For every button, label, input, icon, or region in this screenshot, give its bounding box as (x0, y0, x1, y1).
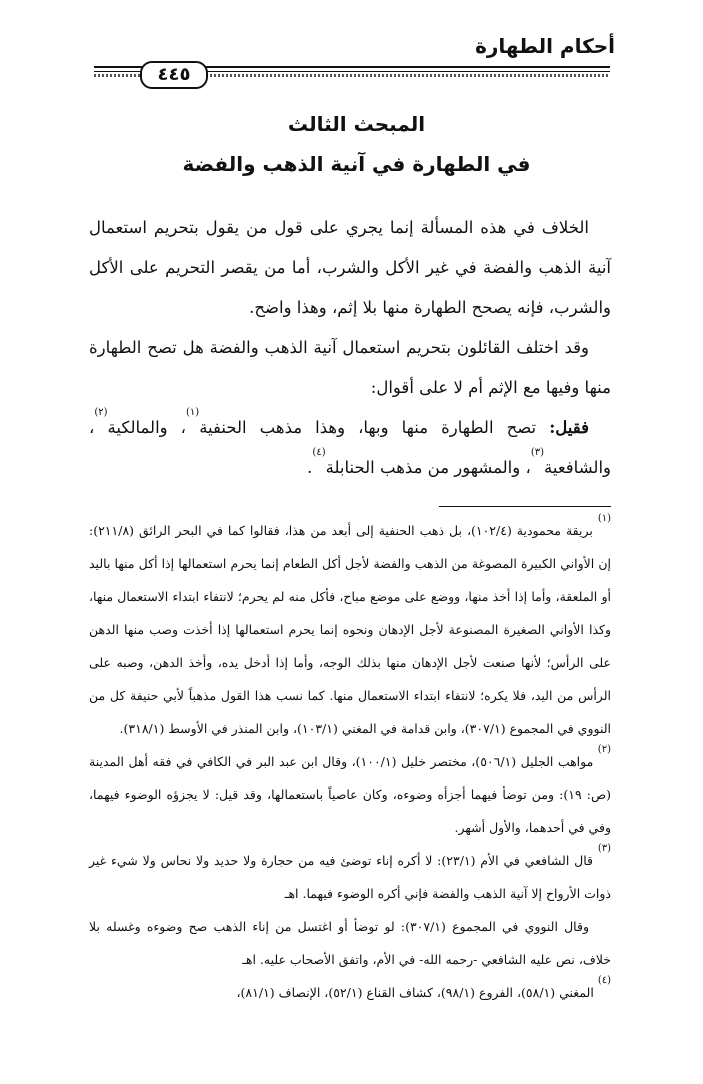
paragraph-2: وقد اختلف القائلون بتحريم استعمال آنية الذهب والفضة هل تصح الطهارة منها وفيها مع الإثم أم لا على أقوال: (89, 338, 611, 397)
running-title: أحكام الطهارة (475, 34, 615, 58)
footnote-4-text: المغني (٥٨/١)، الفروع (٩٨/١)، كشاف القناع (٥٢/١)، الإنصاف (٨١/١)، (236, 985, 598, 1000)
footnote-ref-1[interactable]: (١) (186, 407, 200, 418)
footnote-1-text: بريقة محمودية (١٠٢/٤)، بل ذهب الحنفية إلى أبعد من هذا، فقالوا كما في البحر الرائق (٢١١/٨): إن الأواني الكبيرة المصوغة من الذهب والفضة لأجل أكل الطعام إنما يحرم استعمالها إذا أكل منها باليد أو الملعقة، وأما إذا أخذ منها، ووضع على موضع مباح، فأكل منه لم يحرم؛ لانتفاء ابتداء الاستعمال منها، وكذا الأواني الصغيرة المصنوعة لأجل الإدهان ونحوه إنما يحرم استعمالها إذا أخذت وصب منها الدهن على الرأس؛ لأنها صنعت لأجل الإدهان منها بذلك الوجه، وأما إذا أدخل يده، وأخذ الدهن، وصبه على الرأس من اليد، فلا يكره؛ لانتفاء ابتداء الاستعمال منها. كما نسب هذا القول مذهباً لأبي حنيفة كل من النووي في المجموع (٣٠٧/١)، وابن قدامة في المغني (١٠٣/١)، وابن المنذر في الأوسط (٣١٨/١). (89, 523, 611, 736)
page-number: ٤٤٥ (140, 61, 208, 89)
paragraph-3 (89, 408, 611, 488)
footnote-ref-4[interactable]: (٤) (312, 447, 326, 458)
paragraph-3-lead: فقيل: (549, 418, 590, 437)
footnote-3-mark: (٣) (597, 843, 611, 854)
footnotes (89, 514, 611, 1009)
footnote-2 (89, 745, 611, 844)
footnote-2-mark: (٢) (597, 744, 611, 755)
footnote-4-mark: (٤) (597, 975, 611, 986)
footnote-3-text: قال الشافعي في الأم (٢٣/١): لا أكره إناء توضئ فيه من حجارة ولا حديد ولا نحاس ولا شيء غير ذوات الأرواح إلا آنية الذهب والفضة فإني أكره الوضوء فيهما. اهـ (89, 853, 611, 901)
paragraph-1: الخلاف في هذه المسألة إنما يجري على قول من يقول بتحريم استعمال آنية الذهب والفضة في غير الأكل والشرب، أما من يقصر التحريم على الأكل والشرب، فإنه يصحح الطهارة منها بلا إثم، وهذا واضح. (89, 218, 611, 317)
paragraph-3-text-e: . (307, 458, 313, 477)
paragraph-3-text-c: ، والشافعية (89, 418, 611, 477)
footnote-4 (89, 976, 611, 1009)
section-subheading: في الطهارة في آنية الذهب والفضة (182, 152, 531, 176)
footnote-3 (89, 844, 611, 910)
main-text (89, 208, 611, 488)
paragraph-3-text-d: ، والمشهور من مذهب الحنابلة (325, 458, 531, 477)
footnote-2-text: مواهب الجليل (٥٠٦/١)، مختصر خليل (١٠٠/١)، وقال ابن عبد البر في الكافي في فقه أهل المدينة (ص: ١٩): ومن توضأ فيهما أجزأه وضوءه، وكان عاصياً باستعمالها، وقد قيل: لا يجزؤه الوضوء فيهما، وفي في أحدهما، والأول أشهر. (89, 754, 611, 835)
footnote-ref-2[interactable]: (٢) (94, 407, 108, 418)
footnote-3-continued: وقال النووي في المجموع (٣٠٧/١): لو توضأ أو اغتسل من إناء الذهب صح وضوءه وغسله بلا خلاف، نص عليه الشافعي -رحمه الله- في الأم، واتفق الأصحاب عليه. اهـ (89, 919, 611, 967)
footnote-1 (89, 514, 611, 745)
footnote-ref-3[interactable]: (٣) (530, 447, 544, 458)
paragraph-3-text-a: تصح الطهارة منها وبها، وهذا مذهب الحنفية (199, 418, 550, 437)
section-heading: المبحث الثالث (287, 112, 426, 136)
footnote-separator (439, 506, 611, 507)
footnote-1-mark: (١) (597, 513, 612, 524)
paragraph-3-text-b: ، والمالكية (107, 418, 187, 437)
